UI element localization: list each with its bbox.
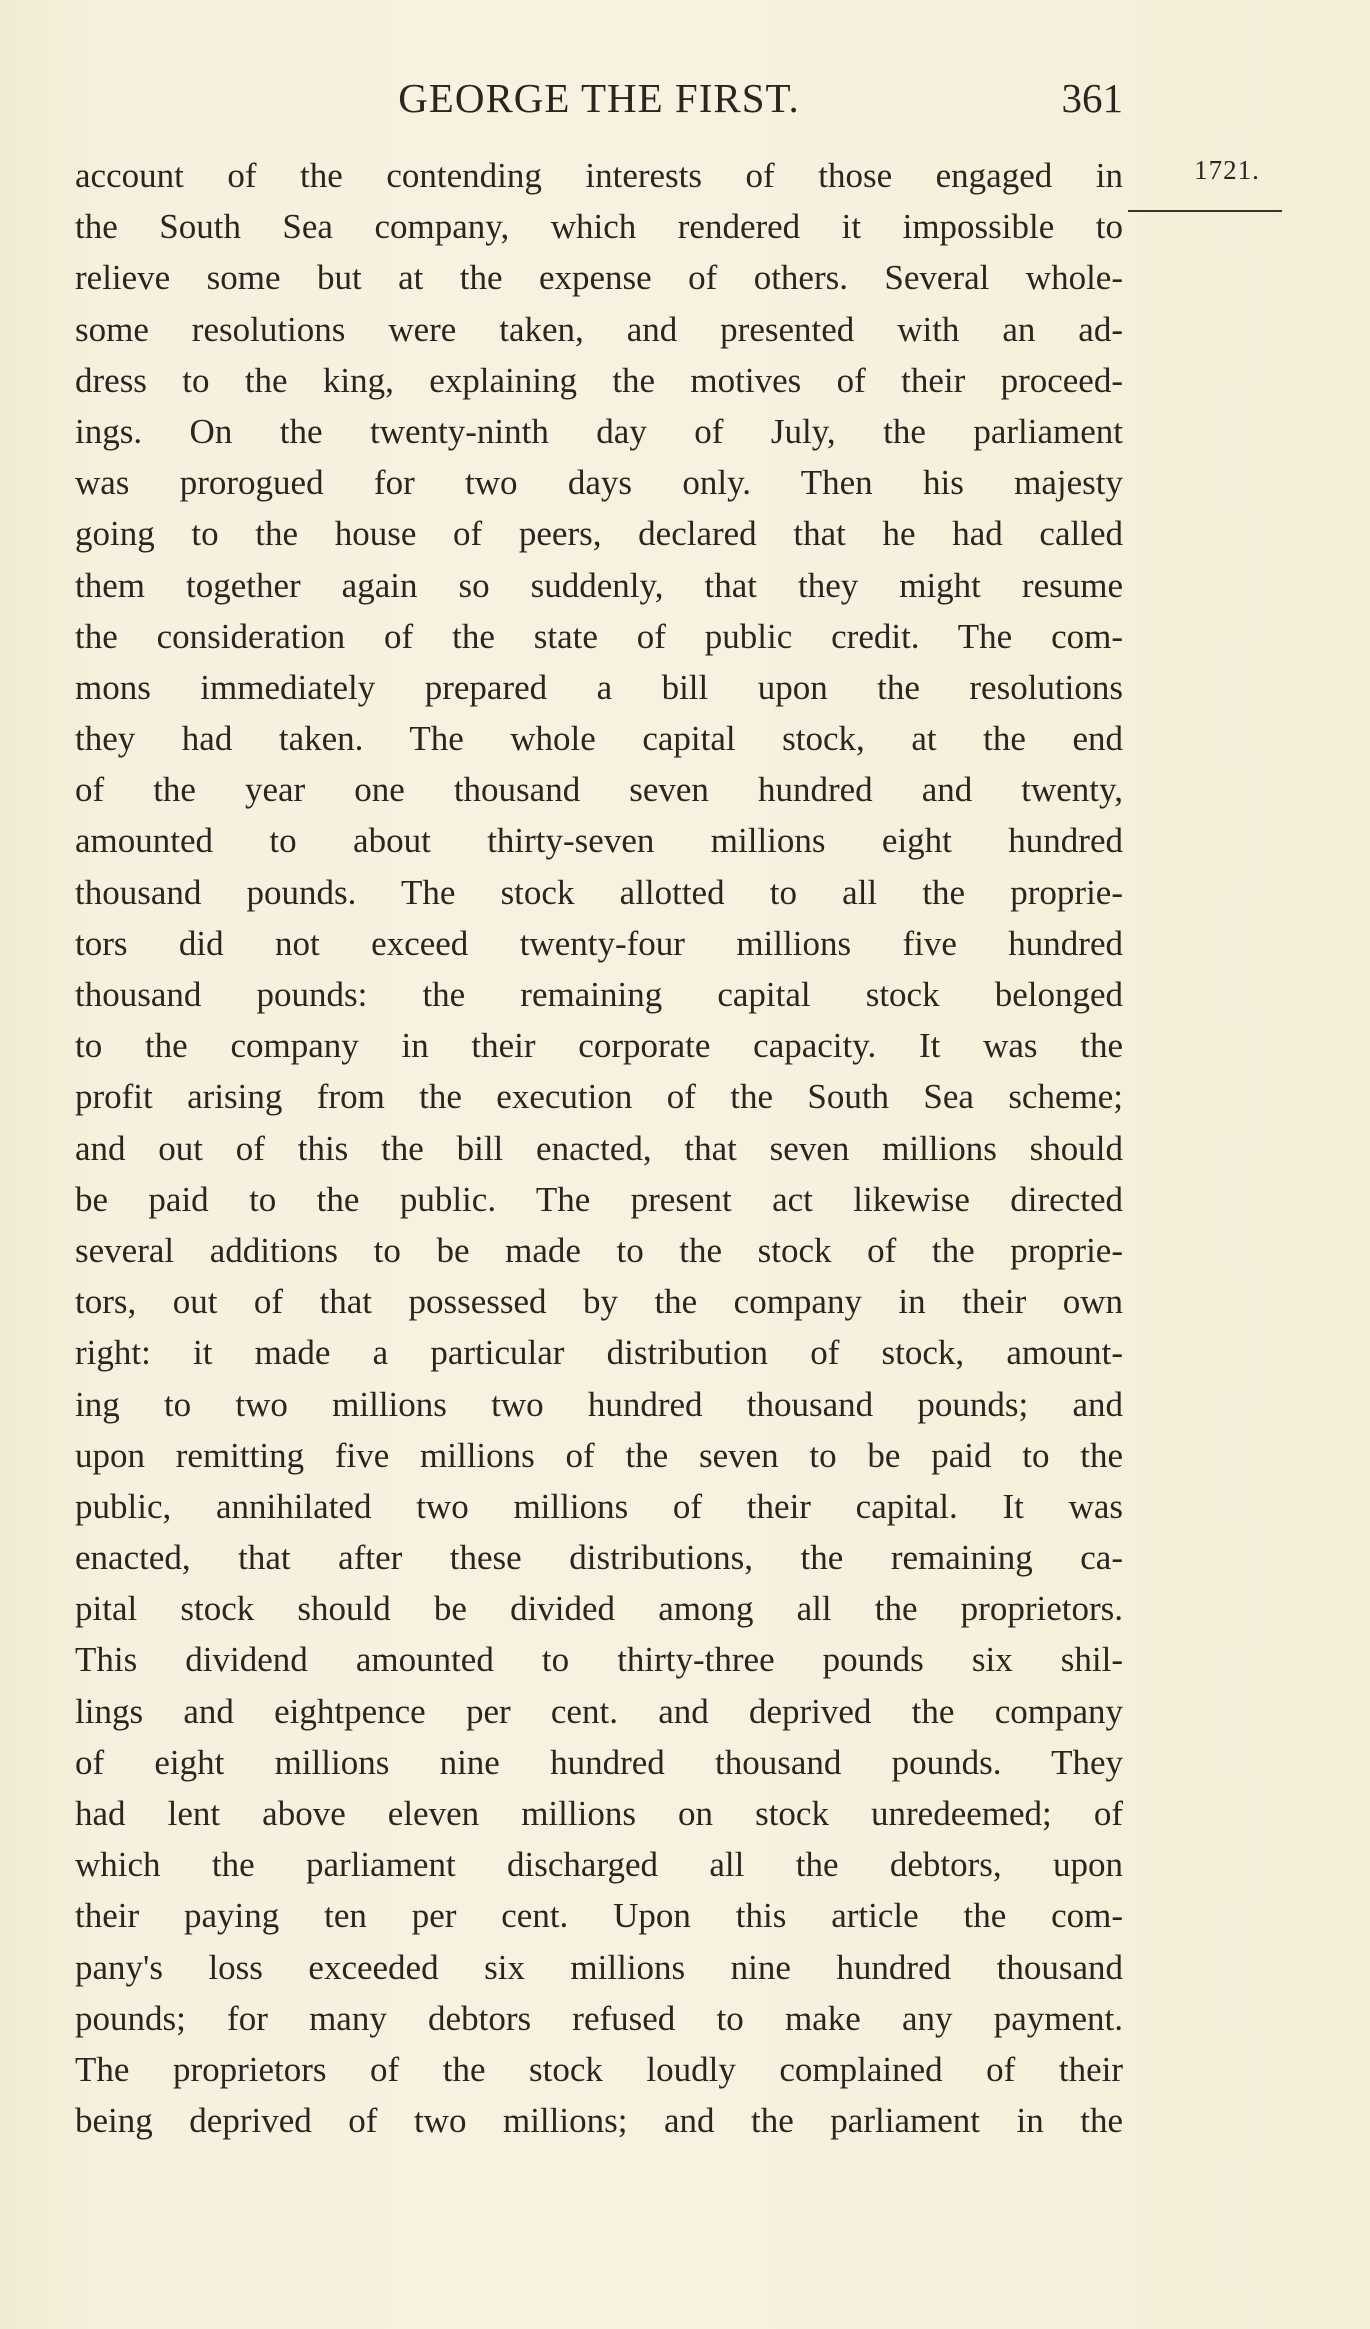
text-line: thousand pounds: the remaining capital stock belonged [75, 975, 1123, 1014]
text-line: them together again so suddenly, that they might resume [75, 565, 1123, 605]
text-line: tors did not exceed twenty-four millions five hundred [75, 923, 1123, 963]
margin-note [1172, 150, 1282, 190]
text-line: thousand pounds. The stock allotted to all the proprie- [75, 872, 1123, 912]
text-line: to the company in their corporate capacity. It was the [75, 1026, 1123, 1066]
margin-rule [1128, 210, 1282, 212]
text-line: being deprived of two millions; and the parliament in the [75, 2101, 1123, 2141]
text-line: right: it made a particular distribution of stock, amount- [75, 1333, 1123, 1373]
text-line: was prorogued for two days only. Then his majesty [75, 463, 1123, 503]
text-line: the South Sea company, which rendered it impossible to [75, 207, 1123, 247]
text-line: ings. On the twenty-ninth day of July, the parliament [75, 411, 1123, 451]
text-line: tors, out of that possessed by the company in their own [75, 1282, 1123, 1322]
text-line: profit arising from the execution of the South Sea scheme; [75, 1077, 1123, 1117]
text-line: some resolutions were taken, and presented with an ad- [75, 309, 1123, 349]
text-line: of eight millions nine hundred thousand pounds. They [75, 1742, 1123, 1782]
margin-year: 1721. [1194, 155, 1260, 185]
text-line: the consideration of the state of public credit. The com- [75, 616, 1123, 656]
text-line: dress to the king, explaining the motives of their proceed- [75, 360, 1123, 400]
text-line: they had taken. The whole capital stock, at the end [75, 719, 1123, 759]
text-line: ing to two millions two hundred thousand pounds; and [75, 1384, 1123, 1424]
body-text [75, 150, 1123, 2146]
page-number: 361 [1061, 75, 1123, 121]
text-line: going to the house of peers, declared that he had called [75, 514, 1123, 554]
text-line: relieve some but at the expense of others. Several whole- [75, 258, 1123, 298]
text-line: This dividend amounted to thirty-three pounds six shil- [75, 1640, 1123, 1680]
text-line: pital stock should be divided among all the proprietors. [75, 1589, 1123, 1629]
text-line: public, annihilated two millions of their capital. It was [75, 1486, 1123, 1526]
text-line: mons immediately prepared a bill upon the resolutions [75, 667, 1123, 707]
text-line: be paid to the public. The present act likewise directed [75, 1179, 1123, 1219]
text-line: of the year one thousand seven hundred and twenty, [75, 770, 1123, 810]
text-line: lings and eightpence per cent. and deprived the company [75, 1691, 1123, 1731]
text-line: enacted, that after these distributions, the remaining ca- [75, 1538, 1123, 1578]
text-line: which the parliament discharged all the debtors, upon [75, 1845, 1123, 1885]
text-line: had lent above eleven millions on stock unredeemed; of [75, 1794, 1123, 1833]
text-line: The proprietors of the stock loudly complained of their [75, 2049, 1123, 2089]
text-line: pounds; for many debtors refused to make any payment. [75, 1998, 1123, 2038]
text-line: upon remitting five millions of the seven to be paid to the [75, 1435, 1123, 1475]
text-line: their paying ten per cent. Upon this article the com- [75, 1896, 1123, 1936]
running-title: GEORGE THE FIRST. [398, 75, 800, 121]
text-line: pany's loss exceeded six millions nine hundred thousand [75, 1947, 1123, 1987]
text-line: amounted to about thirty-seven millions eight hundred [75, 821, 1123, 861]
text-line: account of the contending interests of those engaged in [75, 156, 1123, 195]
text-line: several additions to be made to the stock of the proprie- [75, 1230, 1123, 1270]
text-line: and out of this the bill enacted, that seven millions should [75, 1128, 1123, 1168]
page-header [75, 68, 1123, 128]
